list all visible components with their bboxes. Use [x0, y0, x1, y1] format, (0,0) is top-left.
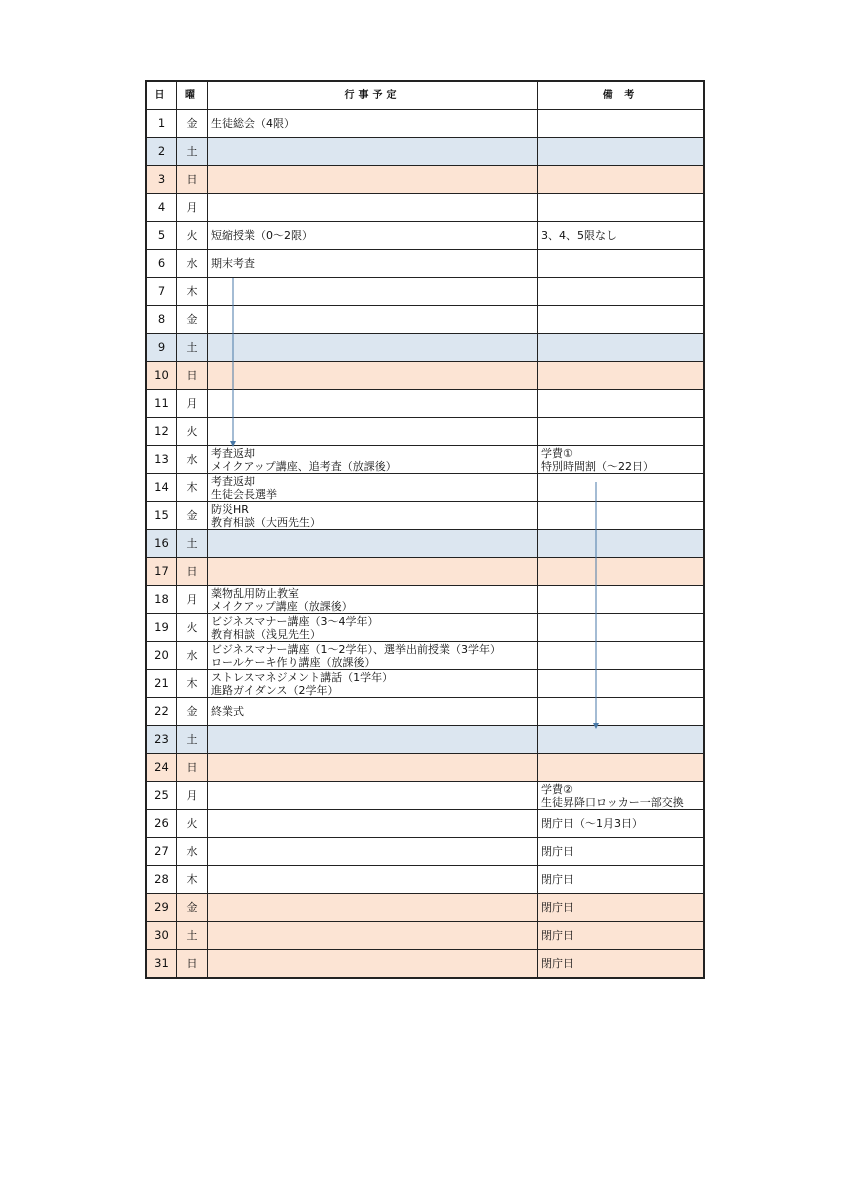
- events-cell: [208, 334, 538, 362]
- event-line: 薬物乱用防止教室: [211, 586, 299, 600]
- day-cell: 11: [147, 390, 177, 418]
- table-row: [147, 362, 704, 390]
- day-cell: 13: [147, 446, 177, 474]
- table-row: [147, 474, 704, 502]
- events-cell: [208, 474, 538, 502]
- day-cell: 2: [147, 138, 177, 166]
- events-cell: [208, 138, 538, 166]
- day-cell: 26: [147, 810, 177, 838]
- notes-cell: [538, 390, 704, 418]
- note-line: 閉庁日: [541, 873, 574, 886]
- events-cell: [208, 166, 538, 194]
- event-line: 進路ガイダンス（2学年）: [211, 683, 339, 697]
- notes-cell: [538, 670, 704, 698]
- notes-cell: [538, 754, 704, 782]
- table-row: [147, 642, 704, 670]
- events-cell: [208, 698, 538, 726]
- header-events: 行事予定: [208, 82, 538, 110]
- notes-cell: [538, 138, 704, 166]
- table-row: [147, 502, 704, 530]
- table-body: [147, 110, 704, 978]
- day-cell: 18: [147, 586, 177, 614]
- events-cell: [208, 446, 538, 474]
- note-line: 学費②: [541, 782, 573, 796]
- event-line: ビジネスマナー講座（1～2学年）、選挙出前授業（3学年）: [211, 642, 501, 656]
- events-cell: [208, 894, 538, 922]
- note-line: 閉庁日: [541, 957, 574, 970]
- table-row: [147, 782, 704, 810]
- day-cell: 8: [147, 306, 177, 334]
- table-row: [147, 698, 704, 726]
- day-cell: 31: [147, 950, 177, 978]
- table-row: [147, 166, 704, 194]
- note-line: 3、4、5限なし: [541, 229, 617, 242]
- note-line: 閉庁日: [541, 929, 574, 942]
- day-cell: 17: [147, 558, 177, 586]
- weekday-cell: 日: [177, 754, 208, 782]
- note-line: 閉庁日: [541, 901, 574, 914]
- weekday-cell: 火: [177, 614, 208, 642]
- event-line: メイクアップ講座、追考査（放課後）: [211, 459, 397, 473]
- notes-cell: [538, 726, 704, 754]
- events-cell: [208, 642, 538, 670]
- events-cell: [208, 418, 538, 446]
- events-cell: [208, 810, 538, 838]
- notes-cell: [538, 782, 704, 810]
- event-line: 考査返却: [211, 474, 255, 488]
- events-cell: [208, 110, 538, 138]
- day-cell: 23: [147, 726, 177, 754]
- notes-cell: [538, 306, 704, 334]
- weekday-cell: 土: [177, 530, 208, 558]
- table-row: [147, 418, 704, 446]
- header-day: 日: [147, 82, 177, 110]
- day-cell: 29: [147, 894, 177, 922]
- header-notes: 備 考: [538, 82, 704, 110]
- weekday-cell: 日: [177, 362, 208, 390]
- table-row: [147, 530, 704, 558]
- table-row: [147, 894, 704, 922]
- notes-cell: [538, 278, 704, 306]
- notes-cell: [538, 614, 704, 642]
- notes-cell: [538, 698, 704, 726]
- day-cell: 27: [147, 838, 177, 866]
- day-cell: 4: [147, 194, 177, 222]
- notes-cell: [538, 950, 704, 978]
- weekday-cell: 日: [177, 558, 208, 586]
- events-cell: [208, 250, 538, 278]
- event-line: 考査返却: [211, 446, 255, 460]
- notes-cell: [538, 194, 704, 222]
- notes-cell: [538, 586, 704, 614]
- weekday-cell: 土: [177, 922, 208, 950]
- day-cell: 14: [147, 474, 177, 502]
- events-cell: [208, 614, 538, 642]
- table-row: [147, 922, 704, 950]
- event-line: 教育相談（大西先生）: [211, 515, 321, 529]
- day-cell: 3: [147, 166, 177, 194]
- weekday-cell: 木: [177, 866, 208, 894]
- weekday-cell: 金: [177, 698, 208, 726]
- note-line: 生徒昇降口ロッカー一部交換: [541, 795, 684, 809]
- note-line: 特別時間割（～22日）: [541, 459, 654, 473]
- day-cell: 20: [147, 642, 177, 670]
- events-cell: [208, 362, 538, 390]
- event-line: ストレスマネジメント講話（1学年）: [211, 670, 394, 684]
- notes-cell: [538, 222, 704, 250]
- event-line: 短縮授業（0～2限）: [211, 229, 313, 242]
- notes-cell: [538, 922, 704, 950]
- notes-cell: [538, 362, 704, 390]
- events-cell: [208, 222, 538, 250]
- notes-cell: [538, 110, 704, 138]
- events-cell: [208, 586, 538, 614]
- events-cell: [208, 194, 538, 222]
- table-row: [147, 110, 704, 138]
- notes-cell: [538, 446, 704, 474]
- event-line: 生徒総会（4限）: [211, 117, 295, 130]
- weekday-cell: 金: [177, 894, 208, 922]
- events-cell: [208, 530, 538, 558]
- notes-cell: [538, 866, 704, 894]
- table-row: [147, 138, 704, 166]
- notes-cell: [538, 810, 704, 838]
- day-cell: 10: [147, 362, 177, 390]
- weekday-cell: 月: [177, 586, 208, 614]
- day-cell: 19: [147, 614, 177, 642]
- notes-cell: [538, 558, 704, 586]
- weekday-cell: 日: [177, 166, 208, 194]
- table-row: [147, 250, 704, 278]
- events-cell: [208, 782, 538, 810]
- table-row: [147, 558, 704, 586]
- notes-cell: [538, 894, 704, 922]
- events-cell: [208, 390, 538, 418]
- events-cell: [208, 726, 538, 754]
- event-line: 教育相談（浅見先生）: [211, 627, 321, 641]
- weekday-cell: 水: [177, 446, 208, 474]
- weekday-cell: 金: [177, 502, 208, 530]
- table-row: [147, 586, 704, 614]
- day-cell: 28: [147, 866, 177, 894]
- weekday-cell: 日: [177, 950, 208, 978]
- day-cell: 7: [147, 278, 177, 306]
- day-cell: 15: [147, 502, 177, 530]
- weekday-cell: 水: [177, 838, 208, 866]
- events-cell: [208, 754, 538, 782]
- table-row: [147, 446, 704, 474]
- day-cell: 21: [147, 670, 177, 698]
- day-cell: 1: [147, 110, 177, 138]
- weekday-cell: 金: [177, 306, 208, 334]
- notes-cell: [538, 642, 704, 670]
- table-row: [147, 194, 704, 222]
- weekday-cell: 月: [177, 782, 208, 810]
- events-cell: [208, 558, 538, 586]
- event-line: ビジネスマナー講座（3～4学年）: [211, 614, 379, 628]
- events-cell: [208, 838, 538, 866]
- weekday-cell: 水: [177, 642, 208, 670]
- notes-cell: [538, 334, 704, 362]
- notes-cell: [538, 502, 704, 530]
- table-row: [147, 334, 704, 362]
- day-cell: 24: [147, 754, 177, 782]
- day-cell: 22: [147, 698, 177, 726]
- weekday-cell: 火: [177, 810, 208, 838]
- weekday-cell: 月: [177, 390, 208, 418]
- note-line: 閉庁日: [541, 845, 574, 858]
- weekday-cell: 金: [177, 110, 208, 138]
- table-row: [147, 390, 704, 418]
- header-row: [147, 82, 704, 110]
- day-cell: 9: [147, 334, 177, 362]
- events-cell: [208, 922, 538, 950]
- notes-cell: [538, 474, 704, 502]
- notes-cell: [538, 166, 704, 194]
- table-row: [147, 306, 704, 334]
- day-cell: 25: [147, 782, 177, 810]
- notes-cell: [538, 838, 704, 866]
- table-row: [147, 754, 704, 782]
- weekday-cell: 土: [177, 138, 208, 166]
- event-line: メイクアップ講座（放課後）: [211, 599, 353, 613]
- event-line: 期末考査: [211, 257, 255, 270]
- table-row: [147, 278, 704, 306]
- table-row: [147, 726, 704, 754]
- events-cell: [208, 306, 538, 334]
- notes-cell: [538, 418, 704, 446]
- schedule-table: [146, 81, 704, 978]
- table-row: [147, 950, 704, 978]
- day-cell: 5: [147, 222, 177, 250]
- weekday-cell: 木: [177, 278, 208, 306]
- weekday-cell: 土: [177, 726, 208, 754]
- weekday-cell: 木: [177, 474, 208, 502]
- events-cell: [208, 950, 538, 978]
- note-line: 閉庁日（～1月3日）: [541, 817, 643, 830]
- weekday-cell: 月: [177, 194, 208, 222]
- table-row: [147, 866, 704, 894]
- table-row: [147, 670, 704, 698]
- events-cell: [208, 866, 538, 894]
- events-cell: [208, 502, 538, 530]
- table-row: [147, 614, 704, 642]
- events-cell: [208, 670, 538, 698]
- weekday-cell: 土: [177, 334, 208, 362]
- note-line: 学費①: [541, 446, 573, 460]
- day-cell: 30: [147, 922, 177, 950]
- table-row: [147, 838, 704, 866]
- table-row: [147, 222, 704, 250]
- weekday-cell: 火: [177, 222, 208, 250]
- weekday-cell: 木: [177, 670, 208, 698]
- events-cell: [208, 278, 538, 306]
- day-cell: 6: [147, 250, 177, 278]
- weekday-cell: 水: [177, 250, 208, 278]
- notes-cell: [538, 530, 704, 558]
- day-cell: 16: [147, 530, 177, 558]
- event-line: 終業式: [211, 705, 244, 718]
- table-header: [147, 82, 704, 110]
- event-line: 防災HR: [211, 502, 249, 516]
- day-cell: 12: [147, 418, 177, 446]
- event-line: 生徒会長選挙: [211, 487, 277, 501]
- weekday-cell: 火: [177, 418, 208, 446]
- event-line: ロールケーキ作り講座（放課後）: [211, 655, 376, 669]
- notes-cell: [538, 250, 704, 278]
- table-row: [147, 810, 704, 838]
- header-weekday: 曜: [177, 82, 208, 110]
